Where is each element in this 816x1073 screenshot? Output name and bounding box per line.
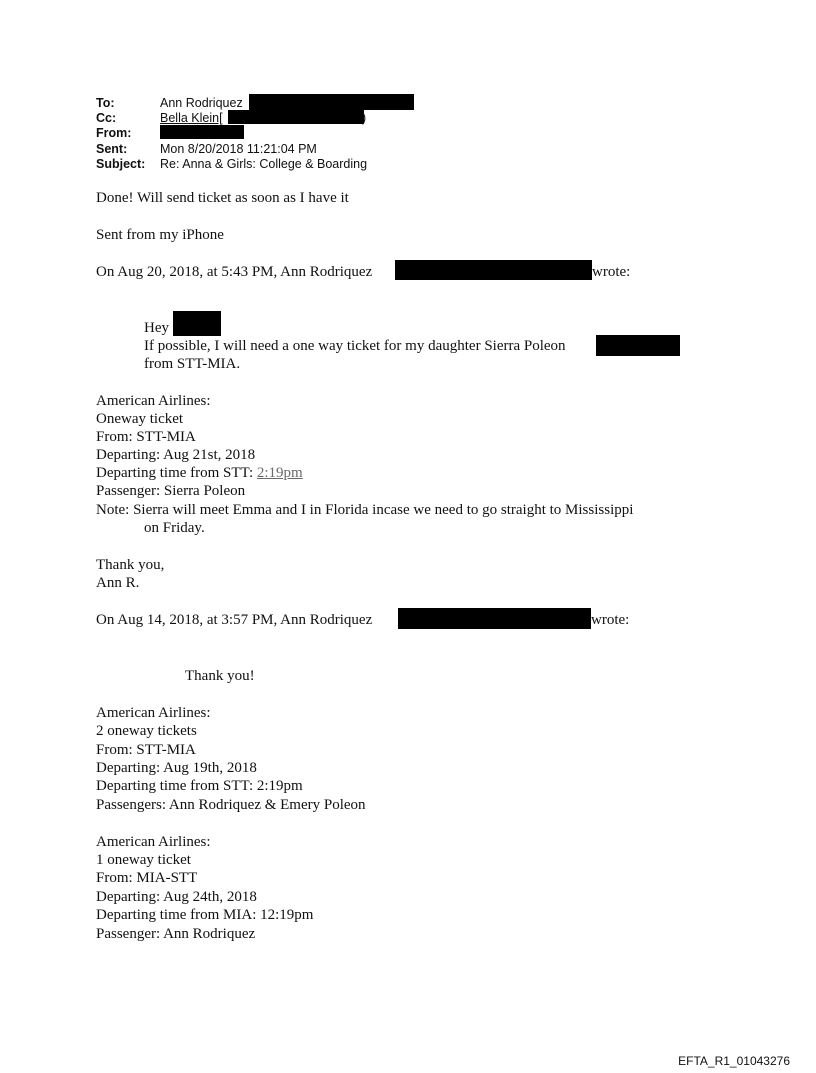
- detail-line: Departing: Aug 21st, 2018: [96, 447, 256, 463]
- redaction-box: [228, 110, 367, 125]
- time-label: Departing time from STT:: [96, 465, 257, 481]
- detail-line: Passengers: Ann Rodriquez & Emery Poleon: [96, 797, 366, 813]
- detail-line: From: STT-MIA: [96, 742, 196, 758]
- sent-label: Sent:: [96, 142, 128, 156]
- redaction-box: [249, 94, 414, 110]
- cc-value: Bella Klein[: [160, 111, 223, 125]
- detail-line: [96, 464, 303, 482]
- redaction-box: [395, 260, 592, 280]
- detail-line: American Airlines:: [96, 834, 211, 850]
- signature-text: Sent from my iPhone: [96, 227, 224, 243]
- signoff-text: Ann R.: [96, 575, 140, 591]
- note-text: Note: Sierra will meet Emma and I in Florida incase we need to go straight to Mississippi: [96, 502, 634, 518]
- greeting-text: Hey: [144, 320, 169, 336]
- document-id: EFTA_R1_01043276: [678, 1054, 790, 1068]
- quote-intro: On Aug 14, 2018, at 3:57 PM, Ann Rodriquez: [96, 612, 373, 628]
- subject-value: Re: Anna & Girls: College & Boarding: [160, 157, 368, 171]
- redaction-box: [398, 608, 591, 629]
- quote-intro: On Aug 20, 2018, at 5:43 PM, Ann Rodriquez: [96, 264, 373, 280]
- redaction-box: [160, 125, 244, 139]
- detail-line: Oneway ticket: [96, 411, 184, 427]
- detail-line: American Airlines:: [96, 705, 211, 721]
- detail-line: From: MIA-STT: [96, 870, 198, 886]
- reply-text: Done! Will send ticket as soon as I have it: [96, 190, 349, 206]
- redaction-box: [596, 335, 680, 356]
- quote-intro-end: wrote:: [592, 264, 631, 280]
- to-value: Ann Rodriquez: [160, 96, 243, 110]
- detail-line: Departing time from STT: 2:19pm: [96, 778, 303, 794]
- request-text: from STT-MIA.: [144, 356, 241, 372]
- from-label: From:: [96, 126, 132, 140]
- detail-line: Departing time from MIA: 12:19pm: [96, 907, 314, 923]
- detail-line: Passenger: Sierra Poleon: [96, 483, 246, 499]
- subject-label: Subject:: [96, 157, 146, 171]
- redaction-box: [173, 311, 221, 336]
- detail-line: 2 oneway tickets: [96, 723, 197, 739]
- time-link[interactable]: 2:19pm: [256, 465, 303, 481]
- to-label: To:: [96, 96, 115, 110]
- detail-line: American Airlines:: [96, 393, 211, 409]
- request-text: If possible, I will need a one way ticket for my daughter Sierra Poleon: [144, 338, 566, 354]
- note-text: on Friday.: [144, 520, 205, 536]
- quote-intro-end: wrote:: [591, 612, 630, 628]
- thanks-text: Thank you,: [96, 557, 165, 573]
- detail-line: 1 oneway ticket: [96, 852, 191, 868]
- detail-line: Departing: Aug 24th, 2018: [96, 889, 257, 905]
- cc-label: Cc:: [96, 111, 117, 125]
- detail-line: Departing: Aug 19th, 2018: [96, 760, 257, 776]
- sent-value: Mon 8/20/2018 11:21:04 PM: [160, 142, 317, 156]
- detail-line: From: STT-MIA: [96, 429, 196, 445]
- detail-line: Passenger: Ann Rodriquez: [96, 926, 256, 942]
- cc-tail: ): [362, 111, 367, 125]
- thanks-text: Thank you!: [185, 668, 255, 684]
